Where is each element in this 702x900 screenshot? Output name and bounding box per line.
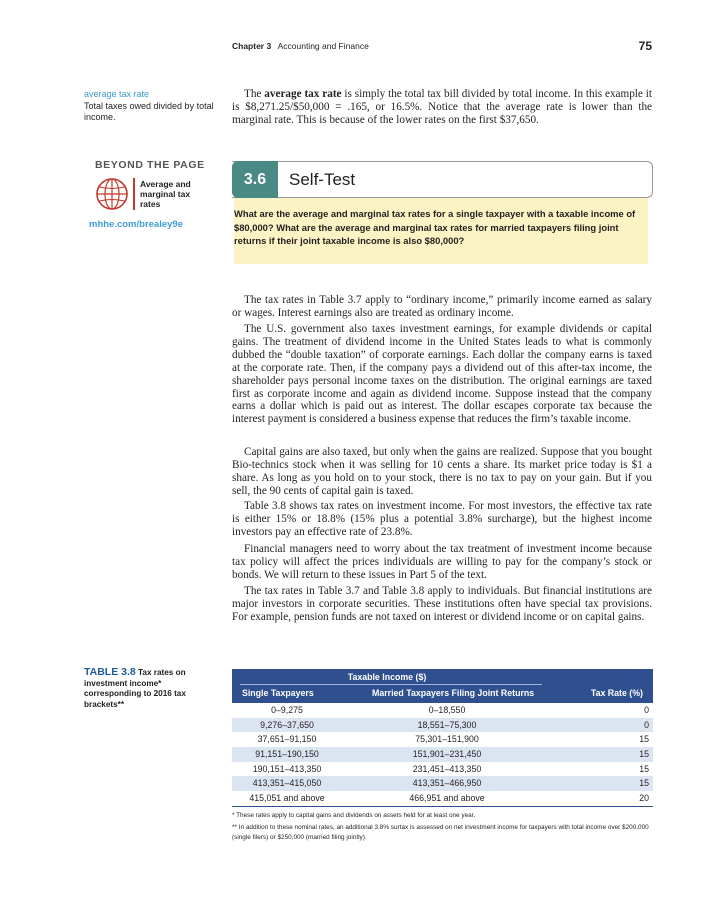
table-group-header: Taxable Income ($) [347,672,427,682]
column-header-rate: Tax Rate (%) [590,688,643,698]
intro-text-pre: The [244,88,265,100]
glossary-term: average tax rate [84,89,150,99]
cell-rate: 0 [644,705,649,715]
intro-text-post: is simply the total tax bill divided by total income. In this example it is $8,271.25/$50,000 = .165, or 16.5%. Notice that the average rate is lower than the marginal rate. This is because of the lower rates on the first $37,650. [232,88,652,126]
cell-married: 0–18,550 [428,705,466,715]
footnote-1: * These rates apply to capital gains and dividends on assets held for at least one year. [232,812,476,819]
cell-single: 413,351–415,050 [252,778,322,789]
table-row [232,747,653,762]
table-row [232,776,653,791]
self-test-number: 3.6 [232,161,278,198]
cell-single: 37,651–91,150 [257,734,317,745]
table-bottom-rule [232,806,653,807]
intro-paragraph [232,88,652,127]
table-row [232,718,653,733]
beyond-the-page [89,159,225,230]
cell-rate: 20 [639,793,649,804]
self-test-question: What are the average and marginal tax rates for a single taxpayer with a taxable income of $80,000? What are the average and marginal tax rates for married taxpayers filing joint returns if their joint taxable income is also $80,000? [234,198,648,264]
beyond-the-page-title: BEYOND THE PAGE [95,159,205,171]
self-test-title: Self-Test [289,170,356,189]
cell-rate: 15 [639,763,649,774]
body-paragraph-4: Table 3.8 shows tax rates on investment income. For most investors, the effective tax rate is either 15% or 18.8% (15% plus a potential 3.8% surcharge), but the highest income investors pay an effective rate of 23.8%. [232,500,652,538]
column-header-single: Single Taxpayers [242,688,314,698]
cell-married: 466,951 and above [409,793,485,804]
beyond-the-page-label: Average and marginal tax rates [140,179,191,209]
cell-rate: 15 [639,734,649,745]
body-paragraph-5: Financial managers need to worry about the tax treatment of investment income because tax policy will affect the prices individuals are willing to pay for the company’s stock or bonds. We will return to these issues in Part 5 of the text. [232,543,652,581]
table-caption-text: Tax rates on investment income* corresponding to 2016 tax brackets** [84,668,186,709]
cell-married: 413,351–466,950 [412,778,482,789]
cell-married: 231,451–413,350 [412,763,482,774]
cell-rate: 15 [639,778,649,789]
cell-single: 415,051 and above [249,793,325,804]
table-label: TABLE 3.8 [84,666,136,678]
cell-single: 91,151–190,150 [255,749,319,760]
table-row [232,762,653,777]
glossary-definition: Total taxes owed divided by total income. [84,100,214,122]
cell-single: 9,276–37,650 [260,719,314,730]
body-paragraph-3: Capital gains are also taxed, but only when the gains are realized. Suppose that you bought Bio-technics stock when it was selling for 10 cents a share. Its market price today is $1 a share. As long as you hold on to your stock, there is no tax to pay on your gain. But if you sell, the 90 cents of capital gain is taxed. [232,446,652,497]
cell-single: 0–9,275 [271,705,303,715]
beyond-the-page-url[interactable]: mhhe.com/brealey9e [89,219,183,230]
body-paragraph-2: The U.S. government also taxes investment earnings, for example dividends or capital gains. The treatment of dividend income in the United States leads to what is commonly dubbed the “double taxation” of corporate earnings. Each dollar the company earns is taxed at the corporate rate. Then, if the company pays a dividend out of this after-tax income, the shareholder pays personal income taxes on the distribution. The original earnings are taxed first as corporate income and again as dividend income. Suppose instead that the company earns a dollar which is paid out as interest. The dollar escapes corporate tax because the interest payment is considered a business expense that reduces the firm’s taxable income. [232,323,652,426]
body-paragraph-1: The tax rates in Table 3.7 apply to “ordinary income,” primarily income earned as salary or wages. Interest earnings also are treated as ordinary income. [232,294,652,319]
body-paragraph-6: The tax rates in Table 3.7 and Table 3.8 apply to individuals. But financial institutions are major investors in corporate securities. These institutions often have special tax provisions. For example, pension funds are not taxed on interest or dividend income or on capital gains. [232,585,652,623]
chapter-number: Chapter 3 [232,41,272,51]
table-row [232,703,653,718]
table-row [232,791,653,806]
cell-married: 151,901–231,450 [412,749,482,760]
cell-rate: 0 [644,719,649,730]
table-group-rule [240,684,542,685]
globe-icon [95,177,129,211]
cell-married: 75,301–151,900 [415,734,479,745]
divider-bar [133,178,135,210]
running-head [232,41,652,55]
table-header [232,669,653,703]
chapter-title: Accounting and Finance [277,41,369,51]
cell-married: 18,551–75,300 [417,719,477,730]
table-row [232,732,653,747]
margin-glossary [84,89,214,124]
page-number: 75 [638,39,652,53]
cell-rate: 15 [639,749,649,760]
intro-bold-term: average tax rate [264,88,342,100]
column-header-married: Married Taxpayers Filing Joint Returns [372,688,535,698]
beyond-the-page-link-row[interactable] [95,177,225,211]
tax-rate-table [232,669,653,807]
footnote-2: ** In addition to these nominal rates, an additional 3.8% surtax is assessed on net investment income for taxpayers with total income over $200,000 (single filers) or $250,000 (married filing jointly). [232,824,649,841]
table-caption [84,667,214,710]
cell-single: 190,151–413,350 [252,763,322,774]
table-body [232,703,653,806]
